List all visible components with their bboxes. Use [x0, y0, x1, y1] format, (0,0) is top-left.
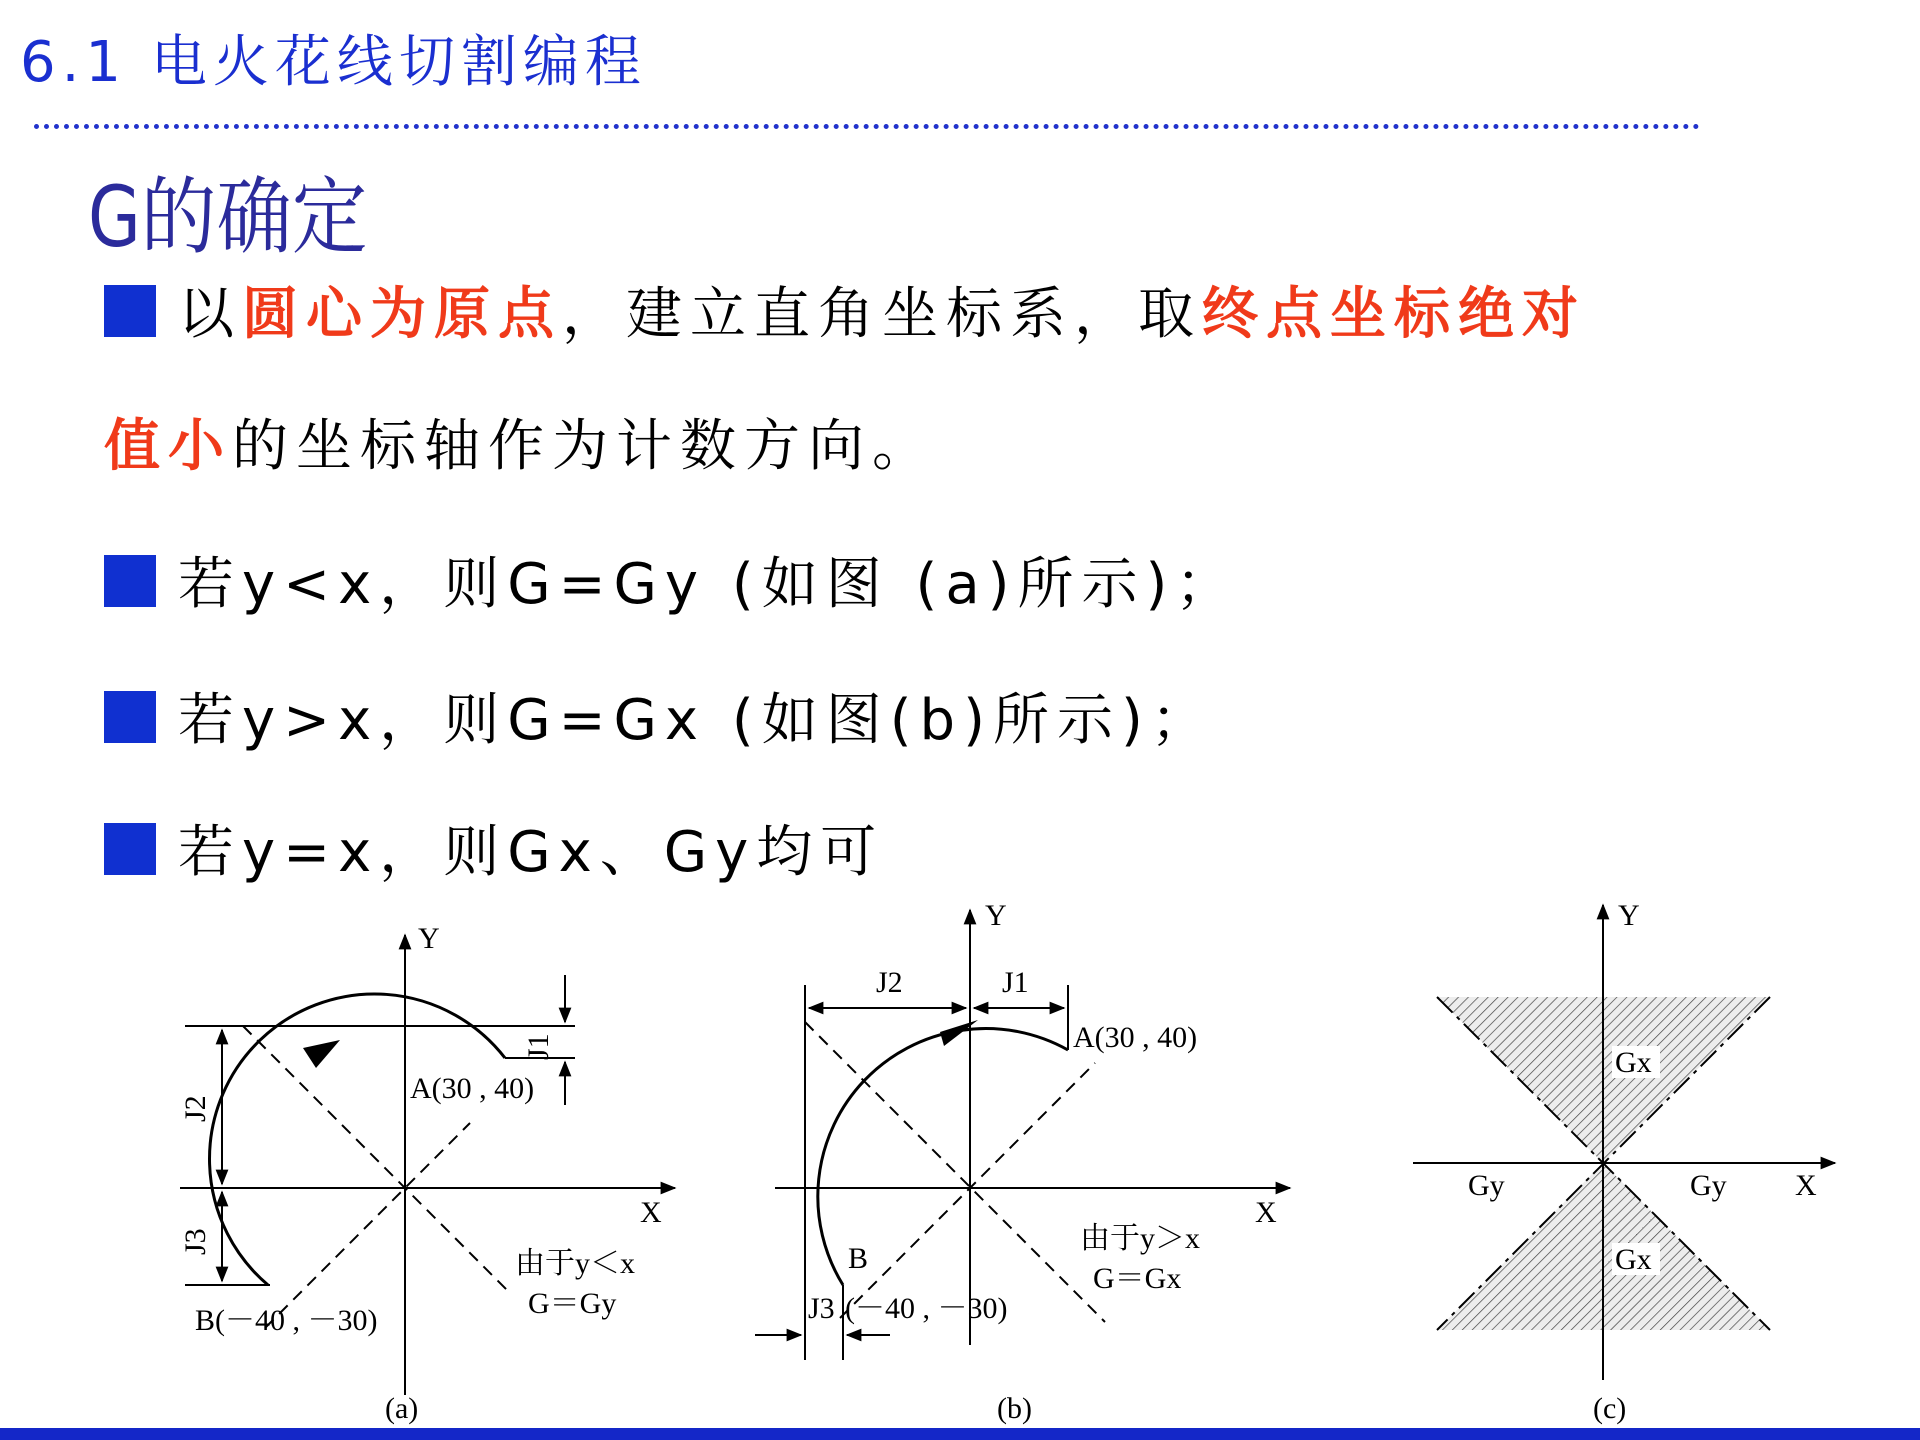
figure-b-labels [808, 899, 1277, 1425]
fig-a-point-a: A(30 , 40) [410, 1072, 535, 1105]
fig-a-x-label: X [640, 1196, 662, 1229]
bottom-bar [0, 1428, 1920, 1440]
fig-c-gy-right: Gy [1690, 1169, 1727, 1202]
fig-b-j3-label: J3 [808, 1292, 835, 1325]
fig-b-result: G＝Gx [1093, 1262, 1182, 1295]
fig-b-condition: 由于y＞x [1080, 1222, 1200, 1255]
fig-a-j2-label: J2 [179, 1095, 212, 1122]
fig-b-y-label: Y [985, 899, 1007, 932]
fig-a-condition: 由于y＜x [515, 1247, 635, 1280]
fig-a-point-b: B(－40 , －30) [195, 1304, 378, 1337]
fig-c-y-label: Y [1618, 899, 1640, 932]
fig-a-diagonal-1 [243, 1026, 510, 1293]
bullet-2-text: 若y<x，则G=Gy (如图 (a)所示)； [178, 552, 1240, 617]
bullet-1-text-a: 以 [178, 282, 242, 347]
bullet-1-text-b: ，建立直角坐标系，取 [562, 282, 1202, 347]
fig-c-x-label: X [1795, 1169, 1817, 1202]
section-subtitle: G的确定 [88, 168, 368, 266]
fig-b-arc-arrowhead [940, 1020, 978, 1046]
fig-b-diagonal-2 [840, 1063, 1095, 1318]
bullet-1-highlight-small: 值小 [104, 414, 232, 479]
fig-b-point-a: A(30 , 40) [1073, 1021, 1198, 1054]
fig-c-gx-top: Gx [1615, 1046, 1652, 1079]
fig-a-result: G＝Gy [528, 1287, 617, 1320]
bullet-3-text: 若y>x，则G=Gx (如图(b)所示)； [178, 688, 1215, 753]
fig-a-diagonal-2 [265, 1123, 470, 1328]
fig-b-point-b-letter: B [848, 1242, 869, 1275]
slide-title: 6.1 电火花线切割编程 [20, 30, 647, 95]
fig-b-diagonal-1 [805, 1022, 1105, 1322]
fig-c-caption: (c) [1593, 1392, 1627, 1425]
fig-b-point-b: (－40 , －30) [845, 1292, 1008, 1325]
bullet-4-text: 若y=x，则Gx、Gy均可 [178, 820, 885, 885]
fig-c-gx-bottom: Gx [1615, 1243, 1652, 1276]
fig-b-caption: (b) [997, 1392, 1032, 1425]
fig-a-caption: (a) [385, 1392, 419, 1425]
fig-b-j2-label: J2 [876, 966, 903, 999]
figure-c [1413, 899, 1835, 1425]
fig-a-j1-label: J1 [522, 1033, 555, 1060]
bullet-1-text-c: 的坐标轴作为计数方向。 [232, 414, 936, 479]
fig-b-x-label: X [1255, 1196, 1277, 1229]
fig-b-j1-label: J1 [1002, 966, 1029, 999]
figure-a-labels [179, 922, 662, 1425]
fig-a-arc-arrowhead [303, 1040, 340, 1068]
fig-c-gy-left: Gy [1468, 1169, 1505, 1202]
fig-a-y-label: Y [418, 922, 440, 955]
fig-a-j3-label: J3 [179, 1228, 212, 1255]
bullet-1-highlight-origin: 圆心为原点 [242, 282, 562, 347]
bullet-1-highlight-endpoint: 终点坐标绝对 [1202, 282, 1586, 347]
